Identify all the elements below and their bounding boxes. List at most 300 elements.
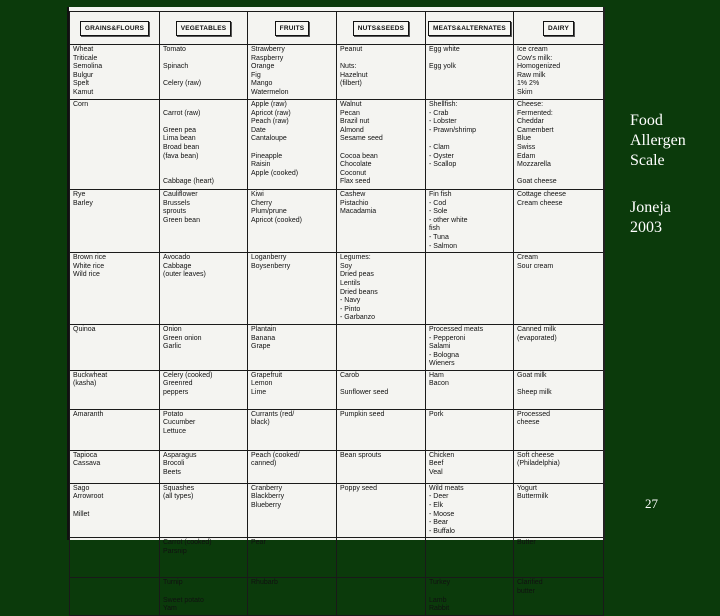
- food-item: [163, 72, 244, 81]
- table-body: [70, 45, 604, 616]
- food-item: Fin fish: [429, 191, 452, 198]
- column-header-box: [353, 21, 409, 36]
- food-item: [340, 55, 422, 64]
- food-item: [163, 118, 244, 127]
- food-item: Chicken: [429, 451, 455, 459]
- food-item: (Philadelphia): [517, 460, 560, 468]
- food-item: Tomato: [163, 46, 186, 53]
- food-item: Camembert: [517, 126, 554, 134]
- table-row: [70, 370, 604, 409]
- table-cell: [337, 45, 426, 100]
- food-item: Veal: [429, 469, 443, 477]
- column-header-label: SEEDS: [381, 24, 405, 32]
- food-item: Cucumber: [163, 419, 196, 427]
- food-item: [163, 170, 244, 179]
- food-item: Barley: [73, 199, 93, 207]
- food-item: Salami: [429, 343, 451, 351]
- food-item: Yogurt: [517, 484, 537, 492]
- column-header-label: MEATS: [433, 24, 457, 32]
- food-item: Spelt: [73, 80, 89, 88]
- source-author: Joneja: [630, 199, 671, 216]
- food-item: Spinach: [163, 63, 189, 71]
- food-item: Arrowroot: [73, 493, 104, 501]
- slide-title: [630, 111, 686, 171]
- food-item: fish: [429, 225, 440, 233]
- food-item: Fig: [251, 71, 261, 79]
- food-item: Skim: [517, 88, 533, 96]
- food-item: Loganberry: [251, 254, 287, 262]
- food-item: [163, 101, 244, 110]
- food-item: Coconut: [340, 169, 367, 177]
- food-item: Pear: [251, 539, 266, 547]
- food-item: Triticale: [73, 54, 98, 62]
- table-cell: [160, 450, 248, 483]
- food-item: Homogenized: [517, 63, 561, 71]
- food-item: Pork: [429, 410, 444, 418]
- food-item: [340, 144, 422, 153]
- food-item: (filbert): [340, 80, 362, 88]
- table-cell: [160, 190, 248, 253]
- food-item: (all types): [163, 493, 194, 501]
- table-cell: [337, 409, 426, 450]
- food-item: - Clam: [429, 143, 450, 151]
- food-item: - Bologna: [429, 351, 459, 359]
- food-item: Brown rice: [73, 254, 107, 262]
- food-item: Cantaloupe: [251, 135, 287, 143]
- food-item: Cow's milk:: [517, 54, 553, 62]
- food-item: Green pea: [163, 126, 197, 134]
- food-item: Shellfish:: [429, 101, 458, 108]
- table-cell: [426, 483, 514, 538]
- food-item: [163, 588, 244, 597]
- food-item: Banana: [251, 334, 276, 342]
- table-cell: [160, 253, 248, 325]
- table-cell: [70, 538, 160, 578]
- table-cell: [426, 190, 514, 253]
- table-cell: [514, 409, 604, 450]
- table-row: [70, 324, 604, 370]
- table-cell: [70, 578, 160, 615]
- table-cell: [70, 450, 160, 483]
- table-cell: [248, 578, 337, 615]
- table-cell: [70, 100, 160, 190]
- food-item: Processed: [517, 410, 551, 418]
- food-item: Cream: [517, 254, 539, 262]
- food-item: Celery (raw): [163, 80, 202, 88]
- title-line: Scale: [630, 152, 665, 169]
- food-item: Grapefruit: [251, 371, 283, 379]
- food-item: Apple (cooked): [251, 169, 299, 177]
- food-item: Millet: [73, 510, 90, 518]
- column-header-label: DAIRY: [548, 24, 569, 32]
- table-cell: [426, 578, 514, 615]
- food-item: Celery (cooked): [163, 371, 213, 379]
- food-item: Lima bean: [163, 135, 196, 143]
- table-row: [70, 253, 604, 325]
- food-item: Garlic: [163, 343, 182, 351]
- food-item: Wild rice: [73, 271, 100, 279]
- table-cell: [160, 324, 248, 370]
- food-item: Raisin: [251, 161, 271, 169]
- table-cell: [337, 538, 426, 578]
- table-cell: [337, 324, 426, 370]
- food-item: - Pinto: [340, 305, 361, 313]
- table-cell: [248, 100, 337, 190]
- table-row: [70, 578, 604, 615]
- food-item: Blue: [517, 135, 532, 143]
- column-header: [160, 12, 248, 45]
- food-item: - other white: [429, 216, 468, 224]
- table-cell: [160, 578, 248, 615]
- food-item: Lettuce: [163, 428, 186, 436]
- column-header: [514, 12, 604, 45]
- food-item: [429, 55, 510, 64]
- column-header-label: &: [376, 24, 382, 32]
- food-item: Yam: [163, 605, 177, 613]
- table-cell: [337, 253, 426, 325]
- food-item: Green onion: [163, 334, 202, 342]
- food-item: Pecan: [340, 109, 360, 117]
- food-item: [340, 380, 422, 389]
- table-row: [70, 100, 604, 190]
- allergen-table: [69, 11, 604, 616]
- food-item: black): [251, 419, 270, 427]
- food-item: - Oyster: [429, 152, 454, 160]
- food-item: Turkey: [429, 579, 451, 587]
- food-item: Mango: [251, 80, 273, 88]
- food-item: Wheat: [73, 46, 94, 53]
- food-item: Mozzarella: [517, 161, 551, 169]
- food-item: Raspberry: [251, 54, 284, 62]
- food-item: Orange: [251, 63, 275, 71]
- food-item: [73, 502, 156, 511]
- column-header-box: [80, 21, 149, 36]
- food-item: Grape: [251, 343, 271, 351]
- food-item: Walnut: [340, 101, 362, 108]
- food-item: Rabbit: [429, 605, 450, 613]
- food-item: [429, 135, 510, 144]
- food-item: Apricot (raw): [251, 109, 291, 117]
- table-cell: [337, 450, 426, 483]
- food-item: Bulgur: [73, 71, 94, 79]
- table-cell: [426, 409, 514, 450]
- food-item: Dried beans: [340, 288, 378, 296]
- table-cell: [514, 370, 604, 409]
- food-item: Cherry: [251, 199, 273, 207]
- column-header: [70, 12, 160, 45]
- food-item: - Deer: [429, 493, 449, 501]
- table-cell: [160, 100, 248, 190]
- table-cell: [160, 370, 248, 409]
- food-item: Cashew: [340, 191, 366, 198]
- food-item: Pistachio: [340, 199, 369, 207]
- table-cell: [248, 483, 337, 538]
- food-item: Swiss: [517, 143, 536, 151]
- food-item: Soft cheese: [517, 451, 554, 459]
- column-header-label: &: [456, 24, 462, 32]
- table-cell: [248, 450, 337, 483]
- food-item: 1% 2%: [517, 80, 540, 88]
- food-item: Fermented:: [517, 109, 553, 117]
- table-row: [70, 409, 604, 450]
- table-cell: [426, 450, 514, 483]
- food-item: Brocoli: [163, 460, 185, 468]
- food-item: Lime: [251, 389, 267, 397]
- food-item: Cheddar: [517, 118, 544, 126]
- food-item: Boysenberry: [251, 262, 291, 270]
- table-cell: [337, 578, 426, 615]
- table-cell: [70, 483, 160, 538]
- food-item: Butter: [517, 539, 536, 547]
- table-cell: [426, 100, 514, 190]
- table-cell: [514, 190, 604, 253]
- food-item: [251, 144, 333, 153]
- food-item: Peach (cooked/: [251, 451, 300, 459]
- column-header: [337, 12, 426, 45]
- food-item: Plum/prune: [251, 208, 287, 216]
- food-item: Raw milk: [517, 71, 546, 79]
- food-item: Squashes: [163, 484, 195, 492]
- food-item: - Buffalo: [429, 527, 455, 535]
- table-row: [70, 483, 604, 538]
- food-item: (evaporated): [517, 334, 557, 342]
- food-item: cheese: [517, 419, 540, 427]
- food-item: Clarified: [517, 579, 543, 587]
- food-item: Broad bean: [163, 143, 200, 151]
- column-header-label: VEGETABLES: [180, 24, 227, 32]
- food-item: Wild meats: [429, 484, 464, 492]
- table-cell: [337, 483, 426, 538]
- food-item: Lemon: [251, 380, 273, 388]
- food-item: - Moose: [429, 510, 455, 518]
- food-item: Brussels: [163, 199, 190, 207]
- table-cell: [160, 409, 248, 450]
- food-item: Cheese:: [517, 101, 544, 108]
- column-header-label: FRUITS: [279, 24, 305, 32]
- food-item: Blueberry: [251, 502, 281, 510]
- food-item: Cabbage (heart): [163, 178, 214, 186]
- table-cell: [514, 324, 604, 370]
- table-cell: [426, 324, 514, 370]
- table-cell: [248, 45, 337, 100]
- food-item: Cauliflower: [163, 191, 198, 198]
- food-item: - Scallop: [429, 161, 457, 169]
- table-cell: [248, 409, 337, 450]
- table-cell: [514, 578, 604, 615]
- food-item: Sunflower seed: [340, 389, 389, 397]
- food-item: peppers: [163, 389, 189, 397]
- food-item: Hazelnut: [340, 71, 368, 79]
- food-item: Avocado: [163, 254, 191, 262]
- table-cell: [70, 253, 160, 325]
- food-item: Watermelon: [251, 88, 289, 96]
- food-item: Egg yolk: [429, 63, 456, 71]
- food-item: Flax seed: [340, 178, 371, 186]
- table-cell: [70, 409, 160, 450]
- food-item: Amaranth: [73, 410, 104, 418]
- column-header-label: FLOURS: [116, 24, 145, 32]
- food-item: - Elk: [429, 502, 443, 510]
- title-line: Food: [630, 112, 663, 129]
- table-cell: [426, 538, 514, 578]
- food-item: Legumes:: [340, 254, 371, 262]
- food-item: - Bear: [429, 519, 449, 527]
- table-cell: [70, 190, 160, 253]
- food-item: Goat cheese: [517, 178, 557, 186]
- food-item: Lamb: [429, 596, 447, 604]
- column-header-label: GRAINS: [84, 24, 112, 32]
- table-cell: [70, 370, 160, 409]
- food-item: Sesame seed: [340, 135, 383, 143]
- food-item: Buckwheat: [73, 371, 108, 379]
- table-cell: [514, 483, 604, 538]
- table-cell: [337, 190, 426, 253]
- column-header-box: [176, 21, 232, 36]
- food-item: - Pepperoni: [429, 334, 466, 342]
- food-item: Carob: [340, 371, 360, 379]
- table-cell: [248, 190, 337, 253]
- table-cell: [514, 450, 604, 483]
- table-cell: [70, 324, 160, 370]
- table-cell: [426, 253, 514, 325]
- food-item: Turnip: [163, 579, 183, 587]
- table-cell: [160, 538, 248, 578]
- food-item: Macadamia: [340, 208, 377, 216]
- table-cell: [337, 370, 426, 409]
- food-item: Buttermilk: [517, 493, 549, 501]
- food-item: Rhubarb: [251, 579, 278, 587]
- column-header: [426, 12, 514, 45]
- food-item: Semolina: [73, 63, 103, 71]
- food-item: Goat milk: [517, 371, 547, 379]
- food-item: Cream cheese: [517, 199, 563, 207]
- food-item: Apricot (cooked): [251, 216, 302, 224]
- food-item: Ice cream: [517, 46, 548, 53]
- table-cell: [160, 483, 248, 538]
- page-number: 27: [645, 496, 658, 511]
- food-item: Nuts:: [340, 63, 357, 71]
- column-header-label: NUTS: [357, 24, 377, 32]
- food-item: (kasha): [73, 380, 97, 388]
- food-item: Edam: [517, 152, 536, 160]
- food-item: butter: [517, 588, 535, 596]
- table-cell: [337, 100, 426, 190]
- table-cell: [514, 253, 604, 325]
- table-cell: [248, 370, 337, 409]
- table-cell: [426, 45, 514, 100]
- food-item: Potato: [163, 410, 184, 418]
- table-header-row: [70, 12, 604, 45]
- table-cell: [248, 538, 337, 578]
- food-item: canned): [251, 460, 277, 468]
- table-cell: [160, 45, 248, 100]
- food-item: - Salmon: [429, 242, 458, 250]
- food-item: Currants (red/: [251, 410, 295, 418]
- food-item: Cocoa bean: [340, 152, 378, 160]
- food-item: Plantain: [251, 325, 277, 333]
- food-item: Apple (raw): [251, 101, 287, 108]
- column-header-label: ALTERNATES: [461, 24, 506, 32]
- food-item: Chocolate: [340, 161, 372, 169]
- food-item: Beef: [429, 460, 444, 468]
- food-item: Tapioca: [73, 451, 98, 459]
- food-item: [517, 170, 600, 179]
- food-item: Bean sprouts: [340, 451, 382, 459]
- food-item: Kiwi: [251, 191, 264, 198]
- food-item: Wieners: [429, 360, 455, 368]
- table-cell: [514, 100, 604, 190]
- table-cell: [426, 370, 514, 409]
- food-item: Onion: [163, 325, 182, 333]
- food-item: Sago: [73, 484, 90, 492]
- food-item: (fava bean): [163, 152, 199, 160]
- table-row: [70, 190, 604, 253]
- column-header-box: [275, 21, 310, 36]
- column-header-box: [428, 21, 511, 36]
- food-item: Corn: [73, 101, 89, 108]
- column-header: [248, 12, 337, 45]
- table-cell: [514, 538, 604, 578]
- food-item: - Cod: [429, 199, 447, 207]
- food-item: Greenred: [163, 380, 193, 388]
- food-item: sprouts: [163, 208, 186, 216]
- table-row: [70, 450, 604, 483]
- table-row: [70, 45, 604, 100]
- food-item: Cabbage: [163, 262, 192, 270]
- food-item: Asparagus: [163, 451, 197, 459]
- food-item: Egg white: [429, 46, 460, 53]
- food-item: Lentils: [340, 279, 361, 287]
- food-item: Almond: [340, 126, 364, 134]
- food-item: - Tuna: [429, 233, 449, 241]
- table-cell: [248, 324, 337, 370]
- food-item: [163, 161, 244, 170]
- food-item: - Navy: [340, 297, 361, 305]
- food-item: Kamut: [73, 88, 94, 96]
- table-row: [70, 538, 604, 578]
- food-item: [429, 588, 510, 597]
- food-item: Rye: [73, 191, 86, 198]
- food-item: White rice: [73, 262, 105, 270]
- food-item: Cranberry: [251, 484, 283, 492]
- food-item: Sour cream: [517, 262, 554, 270]
- food-item: - Sole: [429, 208, 448, 216]
- food-item: Cottage cheese: [517, 191, 567, 198]
- food-item: Date: [251, 126, 266, 134]
- table-cell: [70, 45, 160, 100]
- table-cell: [514, 45, 604, 100]
- food-item: (outer leaves): [163, 271, 206, 279]
- food-item: Carrot (cooked): [163, 539, 212, 547]
- food-item: Peanut: [340, 46, 363, 53]
- food-item: Pumpkin seed: [340, 410, 385, 418]
- food-item: Dried peas: [340, 271, 374, 279]
- source-citation: [630, 198, 671, 238]
- food-item: - Prawn/shrimp: [429, 126, 477, 134]
- food-item: Parsnip: [163, 548, 187, 556]
- food-item: Bacon: [429, 380, 449, 388]
- food-item: Strawberry: [251, 46, 285, 53]
- food-item: Pineapple: [251, 152, 283, 160]
- food-item: Brazil nut: [340, 118, 370, 126]
- food-item: [517, 380, 600, 389]
- food-item: Beets: [163, 469, 181, 477]
- food-item: Peach (raw): [251, 118, 289, 126]
- column-header-label: &: [111, 24, 117, 32]
- food-item: Cassava: [73, 460, 101, 468]
- food-item: Carrot (raw): [163, 109, 201, 117]
- scanned-allergen-table: [67, 7, 605, 613]
